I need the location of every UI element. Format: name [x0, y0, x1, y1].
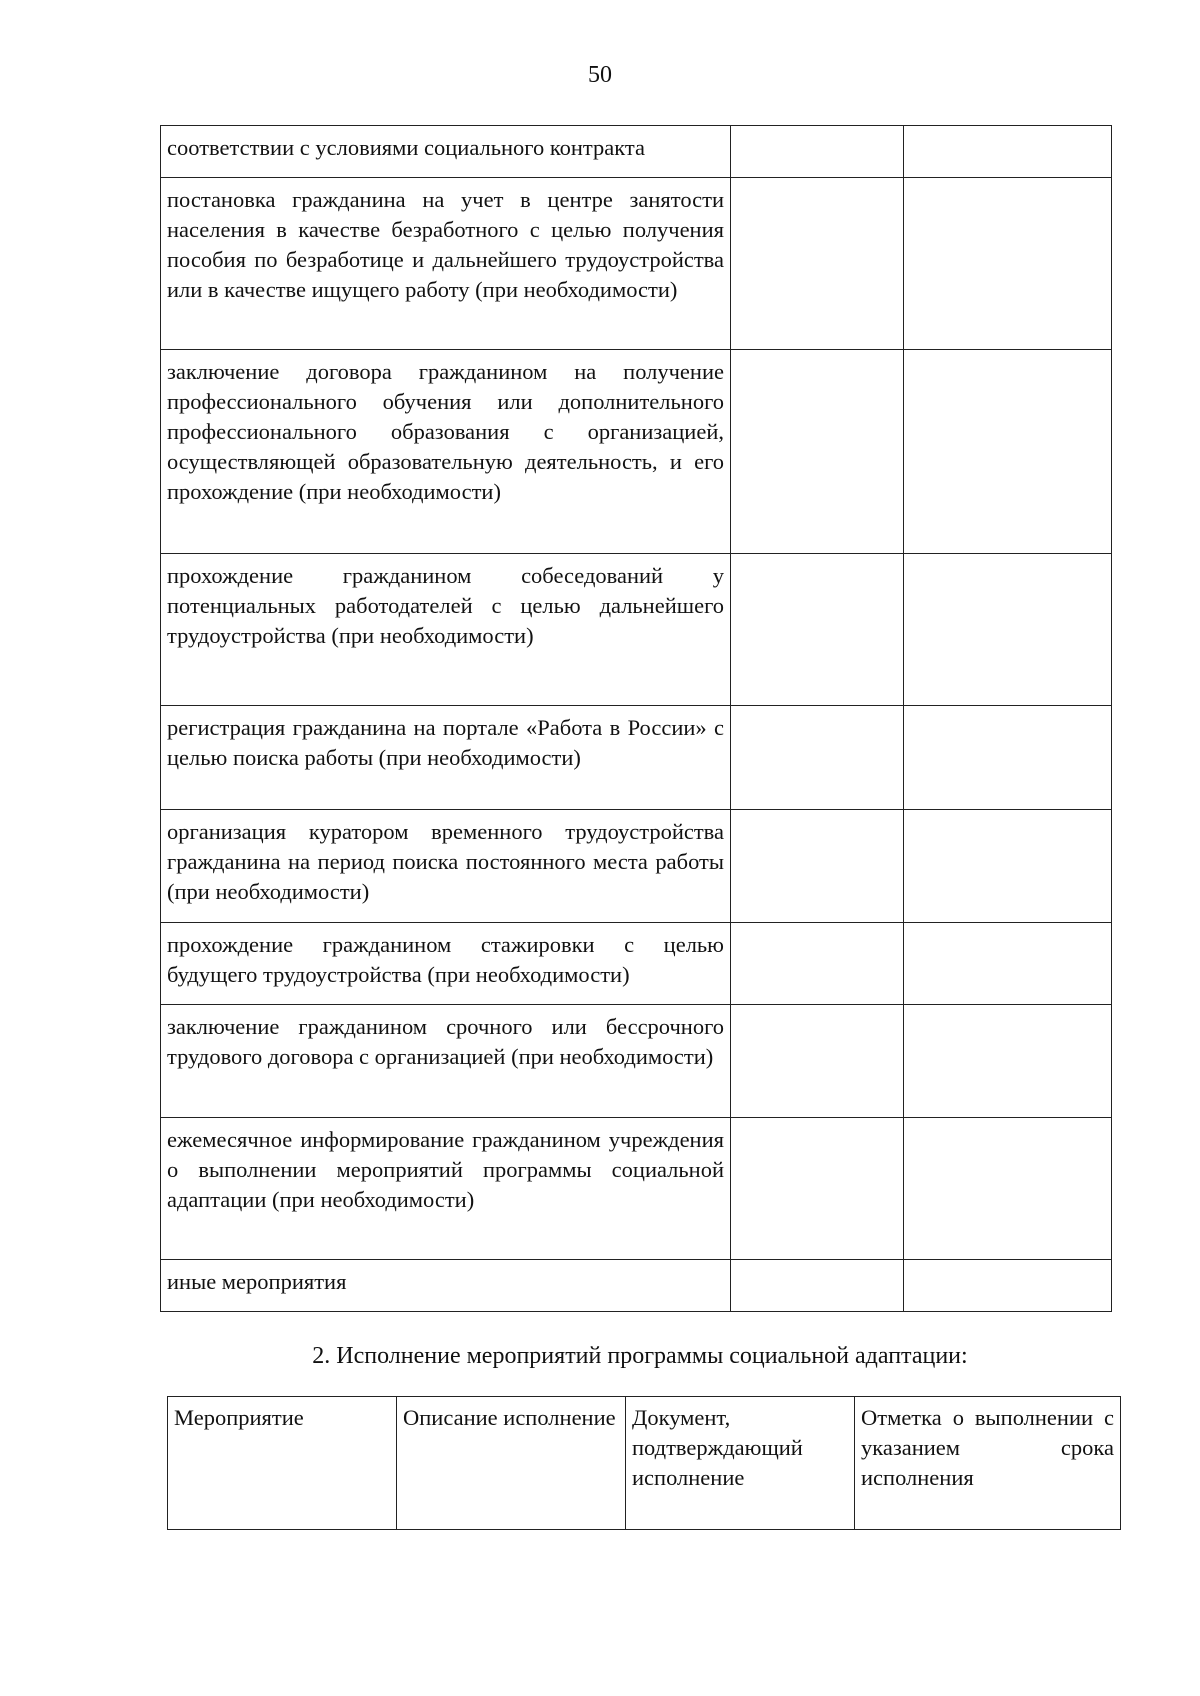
activity-cell: соответствии с условиями социального контракта [161, 126, 731, 178]
column-header-description: Описание исполнение [397, 1397, 626, 1530]
blank-cell [904, 554, 1112, 706]
table-row [161, 350, 1112, 554]
blank-cell [731, 178, 904, 350]
section-heading: 2. Исполнение мероприятий программы социальной адаптации: [312, 1343, 968, 1369]
blank-cell [731, 1005, 904, 1118]
blank-cell [731, 810, 904, 923]
blank-cell [731, 554, 904, 706]
table-row [161, 706, 1112, 810]
activity-cell: организация куратором временного трудоустройства гражданина на период поиска постоянного места работы (при необходимости) [161, 810, 731, 923]
table-row [161, 923, 1112, 1005]
table-row [161, 1005, 1112, 1118]
blank-cell [904, 1005, 1112, 1118]
column-header-activity: Мероприятие [168, 1397, 397, 1530]
column-header-document: Документ, подтверждающий исполнение [626, 1397, 855, 1530]
activity-cell: иные мероприятия [161, 1260, 731, 1312]
blank-cell [731, 1118, 904, 1260]
blank-cell [904, 1118, 1112, 1260]
blank-cell [904, 923, 1112, 1005]
execution-table [167, 1396, 1121, 1530]
blank-cell [731, 126, 904, 178]
activity-cell: заключение договора гражданином на получение профессионального обучения или дополнительного профессионального образования с организацией, осуществляющей образовательную деятельность, и его прохождение (при необходимости) [161, 350, 731, 554]
activity-cell: регистрация гражданина на портале «Работа в России» с целью поиска работы (при необходимости) [161, 706, 731, 810]
table-row [161, 126, 1112, 178]
table-header-row [168, 1397, 1121, 1530]
activity-cell: постановка гражданина на учет в центре занятости населения в качестве безработного с целью получения пособия по безработице и дальнейшего трудоустройства или в качестве ищущего работу (при необходимости) [161, 178, 731, 350]
activity-cell: прохождение гражданином стажировки с целью будущего трудоустройства (при необходимости) [161, 923, 731, 1005]
blank-cell [731, 350, 904, 554]
table-row [161, 1260, 1112, 1312]
blank-cell [731, 706, 904, 810]
table-row [161, 810, 1112, 923]
table-row [161, 1118, 1112, 1260]
blank-cell [731, 923, 904, 1005]
blank-cell [904, 178, 1112, 350]
blank-cell [904, 810, 1112, 923]
activities-table [160, 125, 1112, 1312]
column-header-completion-mark: Отметка о выполнении с указанием срока исполнения [855, 1397, 1121, 1530]
activity-cell: прохождение гражданином собеседований у потенциальных работодателей с целью дальнейшего трудоустройства (при необходимости) [161, 554, 731, 706]
blank-cell [731, 1260, 904, 1312]
page-number: 50 [588, 62, 612, 88]
blank-cell [904, 350, 1112, 554]
activity-cell: ежемесячное информирование гражданином учреждения о выполнении мероприятий программы социальной адаптации (при необходимости) [161, 1118, 731, 1260]
blank-cell [904, 1260, 1112, 1312]
blank-cell [904, 706, 1112, 810]
blank-cell [904, 126, 1112, 178]
table-row [161, 554, 1112, 706]
activity-cell: заключение гражданином срочного или бессрочного трудового договора с организацией (при необходимости) [161, 1005, 731, 1118]
table-row [161, 178, 1112, 350]
